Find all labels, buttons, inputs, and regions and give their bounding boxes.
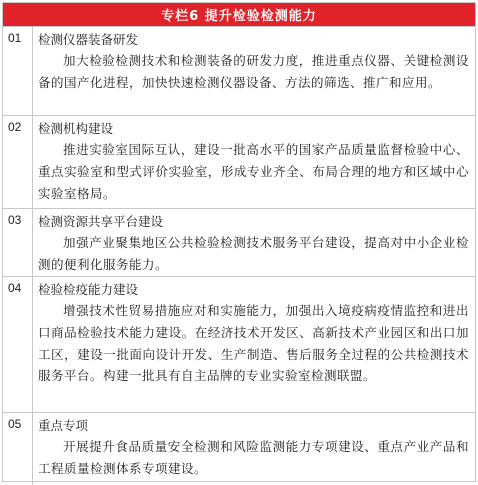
panel-header: [3, 3, 475, 26]
item-title: 检测资源共享平台建设: [38, 214, 164, 229]
list-item: [3, 412, 475, 485]
item-text: 开展提升食品质量安全检测和风险监测能力专项建设、重点产业产品和工程质量检测体系专项建设。: [38, 439, 469, 476]
item-number: 04: [3, 277, 33, 412]
item-text: 推进实验室国际互认，建设一批高水平的国家产品质量监督检验中心、重点实验室和型式评价实验室，形成专业齐全、布局合理的地方和区域中心实验室格局。: [38, 142, 469, 201]
column-panel: [2, 2, 476, 482]
item-number: 01: [3, 27, 33, 115]
list-item: [3, 26, 475, 115]
item-content: [33, 209, 475, 276]
list-item: [3, 276, 475, 412]
item-text: 增强技术性贸易措施应对和实施能力，加强出入境疫病疫情监控和进出口商品检验技术能力建设。在经济技术开发区、高新技术产业园区和出口加工区，建设一批面向设计开发、生产制造、售后服务全过程的公共检测技术服务平台。构建一批具有自主品牌的专业实验室检测联盟。: [38, 303, 469, 384]
list-item: [3, 208, 475, 276]
item-title: 检测仪器装备研发: [38, 32, 139, 47]
item-content: [33, 277, 475, 412]
item-title: 检测机构建设: [38, 121, 114, 136]
item-number: 05: [3, 413, 33, 485]
item-text: 加大检验检测技术和检测装备的研发力度，推进重点仪器、关键检测设备的国产化进程，加快快速检测仪器设备、方法的筛选、推广和应用。: [38, 53, 469, 90]
item-number: 03: [3, 209, 33, 276]
item-content: [33, 116, 475, 208]
item-content: [33, 27, 475, 115]
item-title: 重点专项: [38, 418, 89, 433]
item-content: [33, 413, 475, 485]
list-item: [3, 115, 475, 208]
item-number: 02: [3, 116, 33, 208]
item-text: 加强产业聚集地区公共检验检测技术服务平台建设，提高对中小企业检测的便利化服务能力。: [38, 235, 469, 272]
panel-title: 专栏6 提升检验检测能力: [161, 9, 317, 24]
item-title: 检验检疫能力建设: [38, 282, 139, 297]
